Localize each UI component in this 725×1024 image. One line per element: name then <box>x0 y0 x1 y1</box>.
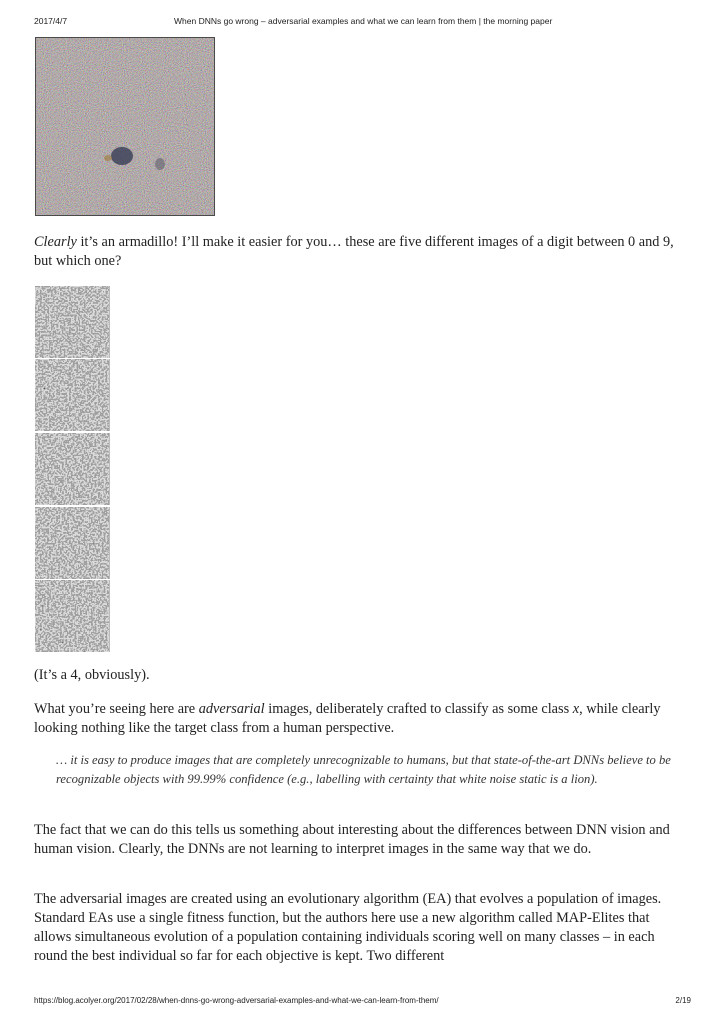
digit-noise-image-1 <box>35 286 110 358</box>
blockquote: … it is easy to produce images that are completely unrecognizable to humans, but that state-of-the-art DNNs believe to be recognizable objects with 99.99% confidence (e.g., labelling with certainty that white noise static is a lion). <box>56 753 671 786</box>
digit-noise-image-5 <box>35 580 110 652</box>
paragraph-answer: (It’s a 4, obviously). <box>34 667 150 683</box>
armadillo-noise-graphic <box>36 38 215 216</box>
digit-noise-graphic <box>35 507 109 579</box>
print-page-title: When DNNs go wrong – adversarial examples and what we can learn from them | the morning paper <box>174 16 553 26</box>
digit-noise-image-2 <box>35 359 110 431</box>
digit-noise-image-3 <box>35 433 110 505</box>
digit-noise-image-4 <box>35 507 110 579</box>
digit-noise-graphic <box>35 580 109 652</box>
digit-noise-graphic <box>35 286 109 358</box>
digit-noise-graphic <box>35 433 109 505</box>
paragraph-adversarial-definition: What you’re seeing here are adversarial images, deliberately crafted to classify as some class x, while clearly looking nothing like the target class from a human perspective. <box>34 701 661 736</box>
print-header <box>34 16 691 30</box>
print-date: 2017/4/7 <box>34 16 68 26</box>
page-number: 2/19 <box>675 996 691 1005</box>
paragraph-dnn-vision: The fact that we can do this tells us something about interesting about the differences between DNN vision and human vision. Clearly, the DNNs are not learning to interpret images in the same way that we do. <box>34 822 670 857</box>
print-url: https://blog.acolyer.org/2017/02/28/when-dnns-go-wrong-adversarial-examples-and-what-we-can-learn-from-them/ <box>34 996 439 1005</box>
paragraph-evolutionary-algorithm: The adversarial images are created using an evolutionary algorithm (EA) that evolves a population of images. Standard EAs use a single fitness function, but the authors here use a new algorithm called MAP-Elites that allows simultaneous evolution of a population containing individuals scoring well on many classes – in each round the best individual so far for each objective is kept. Two different <box>34 891 662 964</box>
digit-noise-graphic <box>35 359 109 431</box>
paragraph-armadillo: Clearly it’s an armadillo! I’ll make it easier for you… these are five different images of a digit between 0 and 9, but which one? <box>34 234 674 269</box>
armadillo-noise-image <box>35 37 215 216</box>
armadillo-shape <box>111 147 133 165</box>
